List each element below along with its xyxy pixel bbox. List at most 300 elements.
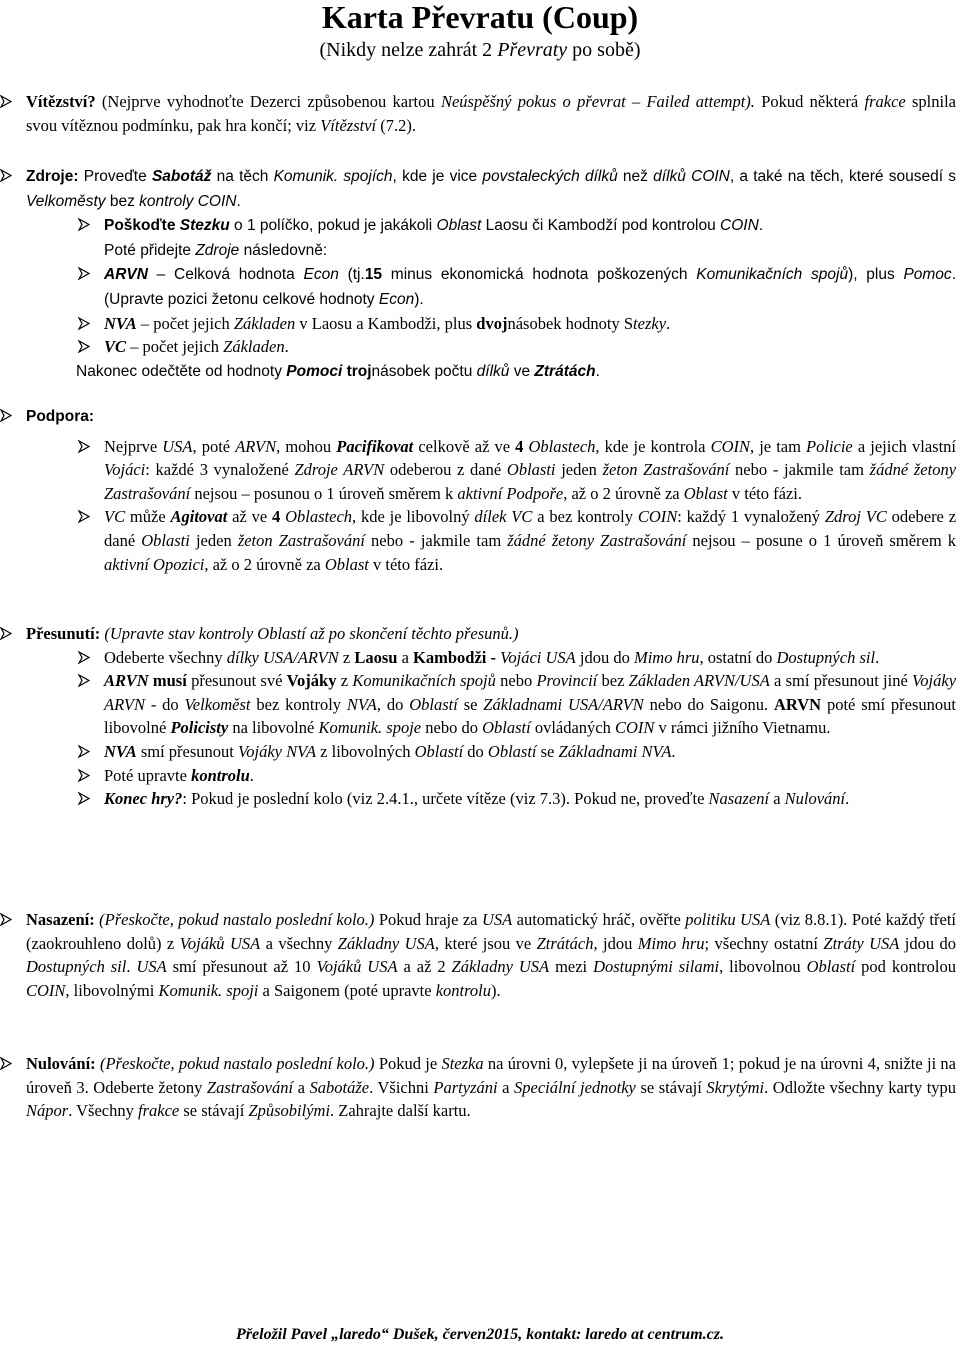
- text-segment: Ztrátách: [534, 362, 596, 380]
- text-segment: – počet jejich: [136, 313, 234, 333]
- section-vitezstvi: [0, 90, 960, 137]
- text-segment: Základnami USA/ARVN: [483, 694, 644, 714]
- text-segment: .: [595, 362, 600, 380]
- arrow-bullet-icon: [0, 169, 12, 182]
- text-segment: Odeberte všechny: [104, 647, 227, 667]
- text-segment: , do: [376, 694, 410, 714]
- text-segment: politiku USA: [685, 910, 771, 929]
- text-segment: (tj.: [338, 266, 365, 284]
- text-segment: se stávají: [635, 1077, 707, 1097]
- text-segment: přesunout své: [186, 671, 287, 691]
- text-segment: , až o 2 úrovně za: [563, 483, 684, 503]
- text-segment: Zdroje: [195, 241, 240, 259]
- text-segment: o 1 políčko, pokud je jakákoli: [229, 217, 437, 235]
- text-segment: Základny USA: [337, 933, 435, 953]
- text-segment: jeden: [189, 530, 238, 550]
- text-segment: Velkoměsty: [26, 192, 106, 210]
- text-segment: USA: [136, 957, 167, 977]
- text-segment: Speciální jednotky: [514, 1077, 636, 1097]
- text-segment: ARVN: [235, 436, 277, 456]
- text-segment: Základen: [223, 337, 285, 357]
- text-segment: Zdroje:: [26, 168, 79, 185]
- text-segment: Mimo hru: [633, 647, 700, 667]
- zdroje-arvn-item: [0, 262, 960, 311]
- text-segment: – počet jejich: [126, 337, 224, 357]
- text-segment: na těch: [211, 168, 274, 185]
- text-segment: odebere z dané: [104, 507, 957, 550]
- text-segment: Nulování:: [26, 1054, 96, 1073]
- arrow-bullet-icon: [0, 1057, 12, 1070]
- text-segment: , kde je libovolný: [352, 507, 475, 527]
- text-segment: Zdroje ARVN: [294, 460, 385, 480]
- text-segment: odeberou z dané: [384, 460, 507, 480]
- nulovani-item: [0, 1052, 960, 1123]
- text-segment: a smí přesunout jiné: [769, 671, 913, 691]
- section-zdroje: [0, 164, 960, 383]
- text-segment: Poškoďte: [104, 217, 180, 235]
- text-segment: Oblastí: [409, 694, 458, 714]
- text-segment: dílků COIN: [653, 168, 730, 185]
- section-nasazeni: [0, 908, 960, 1002]
- text-segment: 4: [272, 507, 281, 527]
- text-segment: ).: [491, 980, 501, 1000]
- footer-credit: Přeložil Pavel „laredo“ Dušek, červen2015, kontakt: laredo at centrum.cz.: [236, 1326, 724, 1343]
- nasazeni-text: [26, 910, 956, 1000]
- text-segment: troj: [346, 362, 372, 380]
- text-segment: dílky USA/ARVN: [226, 647, 339, 667]
- arrow-bullet-icon: [78, 218, 90, 231]
- text-segment: Laosu či Kambodží pod kontrolou: [481, 217, 721, 235]
- podpora-usa-text: [104, 437, 956, 503]
- text-segment: Mimo hru: [637, 933, 705, 953]
- arrow-bullet-icon: [78, 769, 90, 782]
- subtitle-emph: Převraty: [497, 39, 568, 61]
- text-segment: Vojáky NVA: [238, 741, 317, 761]
- text-segment: Pokud hraje za: [374, 910, 482, 929]
- text-segment: ve: [509, 362, 535, 380]
- text-segment: , jdou: [593, 933, 638, 953]
- text-segment: Nejprve: [104, 436, 163, 456]
- text-segment: Vojáků USA: [316, 957, 398, 977]
- subtitle-text: (Nikdy nelze zahrát 2: [319, 39, 498, 61]
- text-segment: jdou do: [575, 647, 634, 667]
- text-segment: jeden: [555, 460, 603, 480]
- arrow-bullet-icon: [0, 409, 12, 422]
- podpora-usa-item: [0, 435, 960, 506]
- text-segment: Oblastech: [528, 436, 596, 456]
- zdroje-vc-item: [0, 335, 960, 359]
- text-segment: . Všechny: [68, 1101, 138, 1121]
- text-segment: kontrolu: [435, 980, 492, 1000]
- text-segment: (Nejprve vyhodnoťte Dezerci způsobenou kartou: [95, 92, 441, 111]
- text-segment: nebo - jakmile tam: [364, 530, 508, 550]
- text-segment: Pokud je: [374, 1054, 442, 1073]
- text-segment: Neúspěšný pokus o převrat – Failed attempt).: [440, 92, 755, 111]
- text-segment: Kambodži: [413, 647, 487, 667]
- text-segment: Policisty: [170, 718, 229, 738]
- text-segment: ARVN: [104, 671, 149, 691]
- presunuti-2-item: [0, 669, 960, 740]
- text-segment: v této fázi.: [727, 483, 802, 503]
- text-segment: z: [336, 671, 353, 691]
- text-segment: pod kontrolou: [855, 957, 957, 977]
- text-segment: .: [284, 337, 289, 357]
- text-segment: Ztráty USA: [823, 933, 900, 953]
- arrow-bullet-icon: [78, 745, 90, 758]
- text-segment: Vojáci: [104, 460, 146, 480]
- arrow-bullet-icon: [78, 340, 90, 353]
- text-segment: Oblasti: [506, 460, 556, 480]
- text-segment: Policie: [806, 436, 853, 456]
- text-segment: , ostatní do: [699, 647, 777, 667]
- text-segment: Nulování: [784, 789, 846, 809]
- text-segment: z: [338, 647, 355, 667]
- text-segment: Stezku: [179, 217, 230, 235]
- text-segment: , libovolnou: [719, 957, 807, 977]
- zdroje-stezka-item: [0, 213, 960, 238]
- text-segment: Vojáků USA: [179, 933, 261, 953]
- text-segment: Oblastí: [487, 741, 537, 761]
- text-segment: do: [463, 741, 488, 761]
- text-segment: Pomoc: [903, 266, 952, 284]
- text-segment: Econ: [378, 290, 415, 308]
- text-segment: Základen: [233, 313, 296, 333]
- text-segment: povstaleckých dílků: [482, 168, 618, 185]
- presunuti-item: [0, 622, 960, 646]
- text-segment: Stezka: [441, 1054, 484, 1073]
- section-presunuti: [0, 622, 960, 811]
- arrow-bullet-icon: [78, 651, 90, 664]
- subtitle-tail: po sobě): [567, 39, 641, 61]
- arrow-bullet-icon: [78, 510, 90, 523]
- text-segment: Dostupných sil: [776, 647, 876, 667]
- arrow-bullet-icon: [78, 792, 90, 805]
- vitezstvi-text: [26, 92, 956, 135]
- text-segment: smí přesunout až 10: [166, 957, 317, 977]
- text-segment: Dostupnými silami: [593, 957, 720, 977]
- arrow-bullet-icon: [78, 317, 90, 330]
- text-segment: a: [397, 647, 414, 667]
- text-segment: Partyzáni: [433, 1077, 498, 1097]
- text-segment: Proveďte: [78, 168, 152, 185]
- text-segment: Nápor: [26, 1101, 69, 1121]
- text-segment: Skrytými: [706, 1077, 765, 1097]
- text-segment: Pokud některá: [754, 92, 865, 111]
- text-segment: nebo do: [421, 718, 483, 738]
- presunuti-4-text: [104, 766, 254, 785]
- presunuti-1-text: [104, 648, 879, 667]
- presunuti-3-text: [104, 742, 676, 761]
- text-segment: Pacifikovat: [336, 436, 414, 456]
- text-segment: Vojáky: [286, 671, 337, 691]
- text-segment: Konec hry?: [104, 789, 183, 809]
- text-segment: Oblastí: [806, 957, 856, 977]
- arrow-bullet-icon: [78, 267, 90, 280]
- text-segment: , kde je kontrola: [595, 436, 711, 456]
- presunuti-1-item: [0, 646, 960, 670]
- presunuti-heading: [26, 624, 519, 643]
- zdroje-nakonec-text: [76, 363, 600, 380]
- text-segment: .: [875, 647, 880, 667]
- text-segment: ARVN: [104, 266, 148, 284]
- text-segment: frakce: [138, 1101, 180, 1121]
- text-segment: Sabotáž: [151, 168, 212, 185]
- text-segment: a: [769, 789, 785, 809]
- text-segment: . Odložte všechny karty typu: [764, 1077, 957, 1097]
- text-segment: smí přesunout: [136, 741, 238, 761]
- text-segment: NVA: [346, 694, 377, 714]
- text-segment: a jejich vlastní: [852, 436, 956, 456]
- text-segment: a bez kontroly: [532, 507, 638, 527]
- text-segment: Způsobilými: [248, 1101, 331, 1121]
- text-segment: splnila svou vítěznou podmínku, pak hra končí; viz: [26, 92, 956, 135]
- zdroje-potom-text: [104, 242, 327, 259]
- text-segment: , které jsou ve: [434, 933, 537, 953]
- text-segment: Provincií: [536, 671, 598, 691]
- zdroje-nva-item: [0, 312, 960, 336]
- text-segment: jdou do: [899, 933, 957, 953]
- nasazeni-item: [0, 908, 960, 1002]
- text-segment: (Upravte stav kontroly: [100, 624, 258, 643]
- text-segment: Vítězství: [320, 115, 377, 135]
- text-segment: (Přeskočte, pokud nastalo poslední kolo.): [95, 1054, 375, 1073]
- text-segment: NVA: [104, 313, 137, 333]
- text-segment: poté smí přesunout libovolné: [104, 694, 956, 738]
- text-segment: kontrolu: [191, 765, 250, 785]
- podpora-item: [0, 404, 960, 429]
- text-segment: Poté přidejte: [104, 241, 196, 259]
- text-segment: Oblastí: [257, 624, 306, 643]
- text-segment: ; všechny ostatní: [704, 933, 824, 953]
- text-segment: COIN: [637, 507, 678, 527]
- text-segment: celkově až ve: [413, 436, 516, 456]
- text-segment: VC: [104, 337, 127, 357]
- text-segment: Zdroj VC: [824, 507, 887, 527]
- text-segment: a všechny: [260, 933, 338, 953]
- text-segment: Oblastí: [414, 741, 464, 761]
- presunuti-5-text: [104, 789, 849, 808]
- text-segment: .: [845, 789, 850, 809]
- text-segment: Základen ARVN/USA: [628, 671, 770, 691]
- vitezstvi-item: [0, 90, 960, 137]
- text-segment: Dostupných sil: [26, 957, 127, 977]
- text-segment: Vítězství?: [26, 92, 96, 111]
- arrow-bullet-icon: [78, 674, 90, 687]
- text-segment: , poté: [192, 436, 236, 456]
- text-segment: .: [249, 765, 254, 785]
- text-segment: dvoj: [476, 313, 508, 333]
- text-segment: žetony Zastrašování: [104, 460, 957, 503]
- text-segment: automatický hráč, ověřte: [512, 910, 686, 929]
- text-segment: Komunikačních spojů: [352, 671, 496, 691]
- text-segment: COIN: [26, 980, 66, 1000]
- presunuti-3-item: [0, 740, 960, 764]
- text-segment: a: [497, 1077, 515, 1097]
- arrow-bullet-icon: [0, 95, 12, 108]
- text-segment: .: [666, 313, 671, 333]
- text-segment: Pomoci: [286, 362, 343, 380]
- text-segment: z libovolných: [316, 741, 415, 761]
- text-segment: Komunik. spoje: [318, 718, 422, 738]
- text-segment: mezi: [549, 957, 594, 977]
- presunuti-2-text: [104, 671, 956, 737]
- text-segment: Podpora:: [26, 408, 95, 425]
- text-segment: nejsou – posunou o 1 úroveň směrem k: [190, 483, 458, 503]
- text-segment: -: [486, 647, 501, 667]
- nulovani-text: [26, 1054, 956, 1120]
- text-segment: žeton Zastrašování: [602, 460, 730, 480]
- text-segment: , kde je vice: [392, 168, 483, 185]
- text-segment: (7.2).: [376, 115, 416, 135]
- text-segment: se: [536, 741, 559, 761]
- text-segment: násobek hodnoty S: [507, 313, 634, 333]
- text-segment: Oblast: [324, 554, 369, 574]
- text-segment: Oblast: [436, 217, 482, 235]
- text-segment: .: [758, 217, 764, 235]
- text-segment: kontroly COIN: [139, 192, 237, 210]
- zdroje-potom: [0, 238, 960, 263]
- text-segment: (Přeskočte, pokud nastalo poslední kolo.): [94, 910, 375, 929]
- text-segment: Základnami NVA: [558, 741, 672, 761]
- text-segment: až po skončení těchto přesunů.): [305, 624, 519, 643]
- text-segment: bez kontroly: [250, 694, 347, 714]
- text-segment: .: [236, 192, 241, 210]
- text-segment: a: [293, 1077, 310, 1097]
- text-segment: Oblastí: [482, 718, 531, 738]
- text-segment: aktivní Podpoře: [457, 483, 564, 503]
- text-segment: aktivní Opozici: [104, 554, 205, 574]
- text-segment: Oblast: [683, 483, 728, 503]
- text-segment: Velkoměst: [184, 694, 251, 714]
- text-segment: následovně:: [239, 241, 328, 259]
- text-segment: nejsou – posune o 1 úroveň směrem k: [686, 530, 957, 550]
- podpora-vc-text: [104, 507, 956, 573]
- text-segment: 15: [364, 266, 383, 284]
- zdroje-arvn-text: [104, 266, 956, 308]
- text-segment: Oblastech: [285, 507, 353, 527]
- text-segment: a až 2: [397, 957, 452, 977]
- text-segment: . Zahrajte další kartu.: [330, 1101, 471, 1121]
- text-segment: : každé 3 vynaložené: [145, 460, 295, 480]
- text-segment: Zastrašování: [206, 1077, 294, 1097]
- section-nulovani: [0, 1052, 960, 1123]
- text-segment: , až o 2 úrovně za: [204, 554, 325, 574]
- zdroje-vc-text: [104, 337, 289, 356]
- text-segment: .: [126, 957, 137, 977]
- text-segment: nebo do Saigonu.: [643, 694, 774, 714]
- text-segment: než: [617, 168, 654, 185]
- text-segment: se stávají: [179, 1101, 249, 1121]
- podpora-vc-item: [0, 505, 960, 576]
- text-segment: se: [457, 694, 484, 714]
- text-segment: Laosu: [354, 647, 398, 667]
- text-segment: – Celková hodnota: [147, 266, 304, 284]
- text-segment: Econ: [303, 266, 339, 284]
- text-segment: nebo - jakmile tam: [729, 460, 870, 480]
- text-segment: minus ekonomická hodnota poškozených: [382, 266, 697, 284]
- text-segment: , a také na těch, které sousedí s: [729, 168, 957, 185]
- arrow-bullet-icon: [0, 627, 12, 640]
- text-segment: VC: [104, 507, 126, 527]
- text-segment: , mohou: [276, 436, 337, 456]
- text-segment: dílků: [476, 362, 510, 380]
- text-segment: - do: [144, 694, 185, 714]
- text-segment: v rámci jižního Vietnamu.: [654, 718, 831, 738]
- text-segment: ovládaných: [530, 718, 615, 738]
- podpora-heading: [26, 408, 94, 425]
- zdroje-item: [0, 164, 960, 213]
- text-segment: dílek VC: [474, 507, 533, 527]
- text-segment: COIN: [720, 217, 759, 235]
- zdroje-nva-text: [104, 314, 670, 333]
- text-segment: žádné: [869, 460, 909, 480]
- text-segment: v Laosu a Kambodži, plus: [295, 313, 477, 333]
- text-segment: Ztrátách: [536, 933, 594, 953]
- presunuti-4-item: [0, 764, 960, 788]
- text-segment: COIN: [710, 436, 750, 456]
- text-segment: až ve: [227, 507, 273, 527]
- text-segment: musí: [152, 671, 187, 691]
- zdroje-stezka-text: [104, 217, 763, 234]
- text-segment: na libovolné: [228, 718, 319, 738]
- text-segment: může: [125, 507, 171, 527]
- text-segment: Vojáky ARVN: [104, 671, 957, 714]
- text-segment: Nasazení:: [26, 910, 95, 929]
- text-segment: bez: [597, 671, 629, 691]
- presunuti-5-item: [0, 787, 960, 811]
- text-segment: ).: [414, 290, 424, 308]
- page-title: Karta Převratu (Coup): [321, 0, 639, 35]
- text-segment: 4: [515, 436, 524, 456]
- text-segment: Komunikačních spojů: [696, 266, 849, 284]
- arrow-bullet-icon: [0, 913, 12, 926]
- text-segment: Přesunutí:: [26, 624, 101, 643]
- text-segment: a Saigonem (poté upravte: [258, 980, 436, 1000]
- text-segment: , je tam: [750, 436, 807, 456]
- text-segment: Komunik. spoji: [158, 980, 259, 1000]
- text-segment: .: [671, 741, 676, 761]
- text-segment: Agitovat: [170, 507, 228, 527]
- text-segment: tezky: [633, 313, 667, 333]
- section-podpora: [0, 404, 960, 576]
- zdroje-text: [26, 168, 956, 210]
- text-segment: ARVN: [774, 694, 822, 714]
- text-segment: USA: [162, 436, 193, 456]
- zdroje-nakonec: [0, 359, 960, 384]
- text-segment: COIN: [615, 718, 655, 738]
- text-segment: Nasazení: [708, 789, 770, 809]
- text-segment: Sabotáže: [309, 1077, 370, 1097]
- text-segment: nebo: [495, 671, 537, 691]
- text-segment: : Pokud je poslední kolo (viz 2.4.1., určete vítěze (viz 7.3). Pokud ne, proveďte: [182, 789, 709, 809]
- text-segment: frakce: [864, 92, 906, 111]
- text-segment: Komunik. spojích: [273, 168, 393, 185]
- text-segment: žádné žetony Zastrašování: [507, 530, 687, 550]
- text-segment: Nakonec odečtěte od hodnoty: [76, 362, 287, 380]
- text-segment: (viz 8.8.1). Poté každý třetí (zaokrouhleno dolů) z: [26, 910, 957, 953]
- text-segment: ), plus: [848, 266, 904, 284]
- text-segment: NVA: [104, 741, 137, 761]
- text-segment: Poté upravte: [104, 765, 192, 785]
- text-segment: v této fázi.: [368, 554, 444, 574]
- text-segment: Základny USA: [451, 957, 550, 977]
- text-segment: . Všichni: [369, 1077, 434, 1097]
- text-segment: Oblasti: [141, 530, 190, 550]
- text-segment: bez: [105, 192, 140, 210]
- text-segment: USA: [481, 910, 513, 929]
- text-segment: : každý 1 vynaložený: [677, 507, 825, 527]
- text-segment: , libovolnými: [65, 980, 159, 1000]
